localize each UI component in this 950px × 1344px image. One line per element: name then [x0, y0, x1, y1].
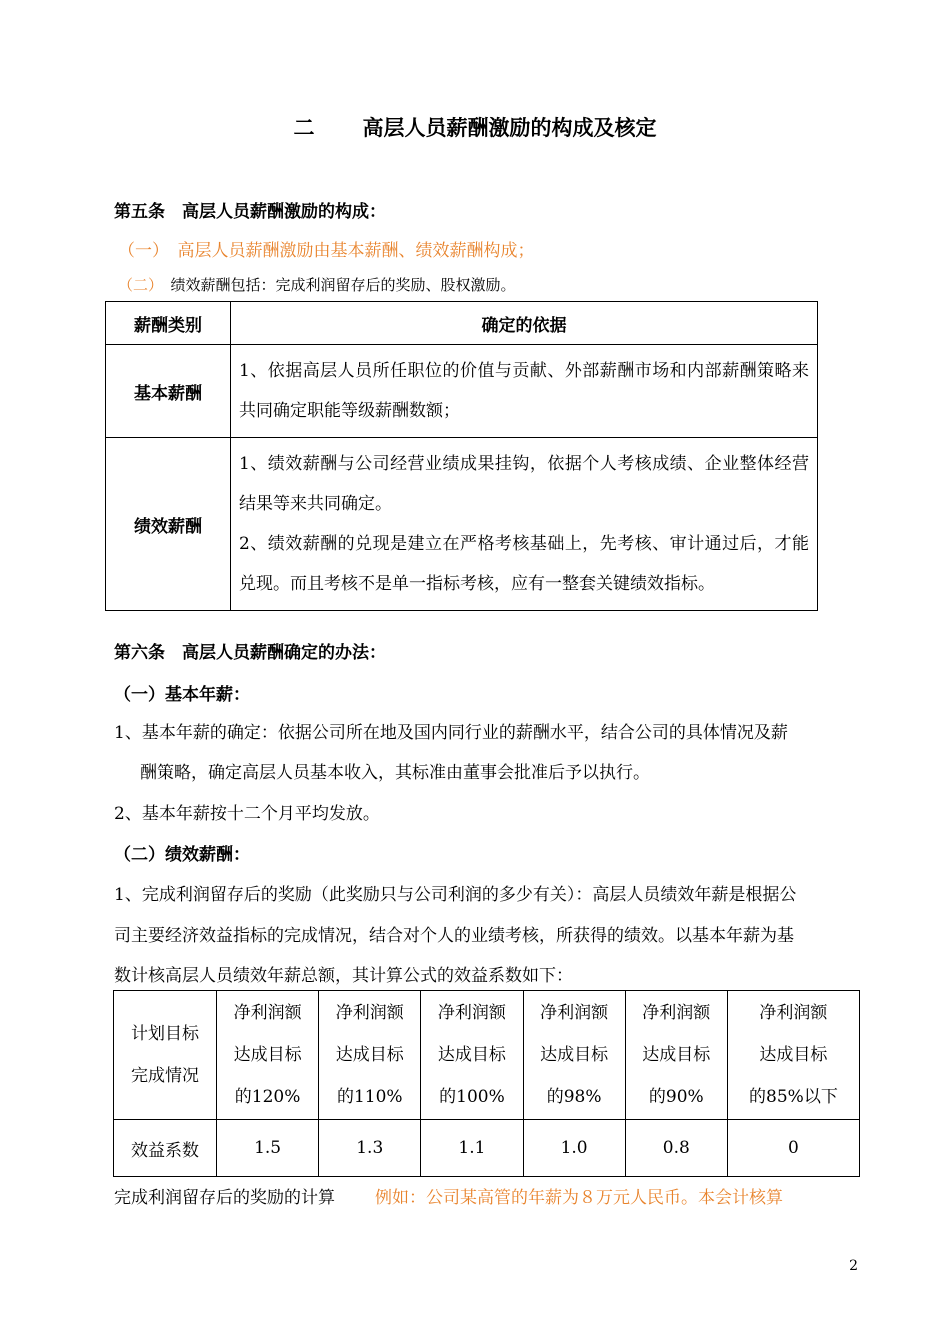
target-line: 净利润额	[759, 1003, 828, 1023]
target-line: 的120%	[234, 1087, 301, 1107]
efficiency-coefficient-table	[113, 990, 860, 1177]
row-basis: 1、依据高层人员所任职位的价值与贡献、外部薪酬市场和内部薪酬策略来共同确定职能等级薪酬数额；	[231, 345, 818, 438]
header-basis: 确定的依据	[231, 302, 818, 345]
article6-title: 第六条 高层人员薪酬确定的办法：	[114, 643, 386, 663]
target-line: 净利润额	[437, 1003, 506, 1023]
article5-item2-text: 绩效薪酬包括：完成利润留存后的奖励、股权激励。	[170, 276, 516, 294]
target-label-line: 计划目标	[131, 1024, 199, 1044]
target-line: 达成目标	[437, 1045, 506, 1065]
table-row	[114, 1120, 860, 1177]
coefficient-cell: 1.1	[421, 1120, 523, 1177]
article6-p2: 2、基本年薪按十二个月平均发放。	[114, 804, 380, 824]
table-row	[106, 438, 818, 611]
section-heading	[0, 112, 950, 142]
target-line: 达成目标	[642, 1045, 711, 1065]
section-title: 高层人员薪酬激励的构成及核定	[362, 115, 657, 140]
article6-p1b: 酬策略，确定高层人员基本收入，其标准由董事会批准后予以执行。	[140, 763, 650, 783]
target-cell	[319, 991, 421, 1120]
page-number: 2	[849, 1258, 858, 1274]
target-cell	[217, 991, 319, 1120]
article5-title: 第五条 高层人员薪酬激励的构成：	[114, 202, 386, 222]
basis-line: 1、绩效薪酬与公司经营业绩成果挂钩，依据个人考核成绩、企业整体经营结果等来共同确定。	[239, 454, 809, 514]
article6-p3a: 1、完成利润留存后的奖励（此奖励只与公司利润的多少有关）：高层人员绩效年薪是根据公	[114, 885, 797, 905]
header-category: 薪酬类别	[106, 302, 231, 345]
coefficient-cell: 1.0	[523, 1120, 625, 1177]
target-line: 净利润额	[540, 1003, 609, 1023]
target-line: 达成目标	[233, 1045, 302, 1065]
coefficient-cell: 0.8	[625, 1120, 727, 1177]
target-line: 的110%	[336, 1087, 403, 1107]
footer-text	[114, 1183, 783, 1208]
table-row	[106, 345, 818, 438]
row-category: 绩效薪酬	[106, 438, 231, 611]
target-line: 净利润额	[233, 1003, 302, 1023]
target-line: 的85%以下	[749, 1087, 838, 1107]
article6-p3b: 司主要经济效益指标的完成情况，结合对个人的业绩考核，所获得的绩效。以基本年薪为基	[114, 926, 794, 946]
article6-p3c: 数计核高层人员绩效年薪总额，其计算公式的效益系数如下：	[114, 966, 573, 986]
section-number: 二	[293, 115, 315, 140]
target-line: 达成目标	[759, 1045, 828, 1065]
salary-components-table	[105, 301, 818, 611]
table-header-row	[106, 302, 818, 345]
target-cell	[727, 991, 859, 1120]
article5-item2	[118, 274, 516, 295]
coefficient-cell: 0	[727, 1120, 859, 1177]
row-category: 基本薪酬	[106, 345, 231, 438]
target-cell	[421, 991, 523, 1120]
target-line: 达成目标	[540, 1045, 609, 1065]
table-row	[114, 991, 860, 1120]
footer-right: 例如：公司某高管的年薪为８万元人民币。本会计核算	[375, 1188, 783, 1208]
target-line: 的100%	[439, 1087, 505, 1107]
row-basis	[231, 438, 818, 611]
article6-p1: 1、基本年薪的确定：依据公司所在地及国内同行业的薪酬水平，结合公司的具体情况及薪	[114, 723, 788, 743]
footer-left: 完成利润留存后的奖励的计算	[114, 1188, 335, 1208]
target-line: 净利润额	[642, 1003, 711, 1023]
coefficient-cell: 1.3	[319, 1120, 421, 1177]
coefficient-label: 效益系数	[114, 1120, 217, 1177]
target-cell	[523, 991, 625, 1120]
target-line: 的90%	[648, 1087, 704, 1107]
basis-line: 2、绩效薪酬的兑现是建立在严格考核基础上，先考核、审计通过后，才能兑现。而且考核不是单一指标考核，应有一整套关键绩效指标。	[239, 534, 809, 594]
target-label-line: 完成情况	[131, 1066, 199, 1086]
target-line: 的98%	[546, 1087, 602, 1107]
target-line: 净利润额	[335, 1003, 404, 1023]
target-cell	[625, 991, 727, 1120]
target-label-cell	[114, 991, 217, 1120]
article5-item2-prefix: （二）	[118, 276, 171, 294]
coefficient-cell: 1.5	[217, 1120, 319, 1177]
article6-sub2: （二）绩效薪酬：	[114, 845, 250, 865]
article5-item1: （一） 高层人员薪酬激励由基本薪酬、绩效薪酬构成；	[118, 241, 535, 261]
target-line: 达成目标	[335, 1045, 404, 1065]
article6-sub1: （一）基本年薪：	[114, 685, 250, 705]
